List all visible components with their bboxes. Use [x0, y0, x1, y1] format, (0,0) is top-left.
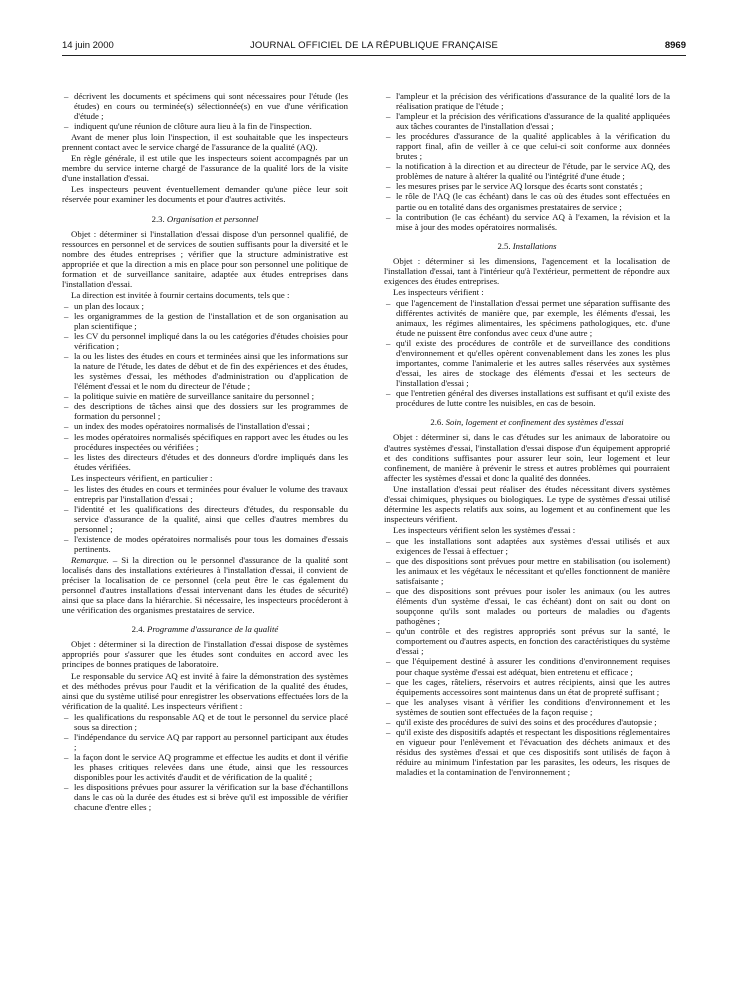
list-item: – la ou les listes des études en cours et terminées ainsi que les informations sur la nature de l'étude, les dates de début et de fin des expériences et des études, les systèmes d'essai, les méthodes d'administration ou d'application de l'élément d'essai et le nom du directeur de l'étude ; [62, 351, 348, 391]
paragraph: En règle générale, il est utile que les inspecteurs soient accompagnés par un membre du service interne chargé de l'assurance de la qualité lors de la visite d'une installation d'essai. [62, 153, 348, 184]
bullet-list [384, 91, 670, 232]
list-item: – qu'il existe des procédures de suivi des soins et des procédures d'autopsie ; [384, 717, 670, 727]
section-number: 2.3. [151, 213, 165, 224]
list-item: – que l'équipement destiné à assurer les conditions d'environnement requises pour chaque système d'essai est adéquat, bien entretenu et efficace ; [384, 656, 670, 676]
list-item: – les mesures prises par le service AQ lorsque des écarts sont constatés ; [384, 181, 670, 191]
paragraph: Objet : déterminer si l'installation d'essai dispose d'un personnel qualifié, de ressources en personnel et de services de soutien suffisants pour la diversité et le nombre des études entreprises ; vérifier que la structure administrative est appropriée et que la direction a mis en place pour son personnel une politique de formation et de surveillance sanitaire, adaptée aux études entreprises dans l'installation d'essai. [62, 228, 348, 289]
list-item: – indiquent qu'une réunion de clôture aura lieu à la fin de l'inspection. [62, 121, 348, 131]
section-title: Installations [512, 240, 557, 251]
paragraph: Une installation d'essai peut réaliser des études nécessitant divers systèmes d'essai chimiques, physiques ou biologiques. Le type de systèmes d'essai utilisé détermine les aspects relatifs aux soins, au logement et au confinement que les inspecteurs vérifient. [384, 483, 670, 524]
list-item: – les listes des directeurs d'études et des donneurs d'ordre impliqués dans les études vérifiées. [62, 452, 348, 472]
section-number: 2.4. [131, 624, 145, 635]
page-header [62, 40, 686, 54]
bullet-list [384, 298, 670, 409]
list-item: – qu'il existe des procédures de contrôle et de surveillance des conditions d'environnement et qu'elles opèrent convenablement dans les zones les plus importantes, comme l'animalerie et les autres salles réservées aux systèmes d'essai, les aires de stockage des éléments d'essai et les secteurs de l'installation d'essai ; [384, 338, 670, 388]
paragraph: Les inspecteurs vérifient : [393, 286, 484, 297]
paragraph: Objet : déterminer si la direction de l'installation d'essai dispose de systèmes appropriés pour s'assurer que les études sont conduites en accord avec les principes de bonnes pratiques de laboratoire. [62, 639, 348, 670]
paragraph: La direction est invitée à fournir certains documents, tels que : [71, 289, 290, 300]
list-item: – que les analyses visant à vérifier les conditions d'environnement et les systèmes de soutien sont effectuées de la façon requise ; [384, 697, 670, 717]
list-item: – un index des modes opératoires normalisés de l'installation d'essai ; [62, 421, 348, 431]
list-item: – que les cages, râteliers, réservoirs et autres récipients, ainsi que les autres équipements accessoires sont maintenus dans un état de propreté suffisant ; [384, 677, 670, 697]
header-rule [62, 55, 686, 56]
list-item: – la façon dont le service AQ programme et effectue les audits et dont il vérifie les phases critiques relevées dans une étude, ainsi que les ressources disponibles pour les activités d'audit et de vérification de la qualité ; [62, 752, 348, 782]
list-item: – la notification à la direction et au directeur de l'étude, par le service AQ, des problèmes de nature à altérer la qualité ou l'intégrité d'une étude ; [384, 161, 670, 181]
list-item: – les dispositions prévues pour assurer la vérification sur la base d'échantillons dans le cas où la durée des études est si brève qu'il est impossible de vérifier chacune d'entre elles ; [62, 782, 348, 812]
bullet-list [384, 536, 670, 777]
bullet-list [62, 484, 348, 554]
list-item: – des descriptions de tâches ainsi que des dossiers sur les programmes de formation du personnel ; [62, 401, 348, 421]
section-title: Programme d'assurance de la qualité [146, 624, 279, 635]
list-item: – l'ampleur et la précision des vérifications d'assurance de la qualité lors de la réalisation pratique de l'étude ; [384, 91, 670, 111]
section-number: 2.5. [497, 240, 511, 251]
list-item: – le rôle de l'AQ (le cas échéant) dans le cas où des études sont effectuées en partie ou en totalité dans des organismes prestataires de service ; [384, 191, 670, 211]
section-heading [384, 417, 670, 427]
section-title: Soin, logement et confinement des systèmes d'essai [445, 417, 624, 428]
list-item: – l'ampleur et la précision des vérifications d'assurance de la qualité appliquées aux tâches courantes de l'installation d'essai ; [384, 111, 670, 131]
list-item: – les CV du personnel impliqué dans la ou les catégories d'études choisies pour vérification ; [62, 331, 348, 351]
list-item: – les procédures d'assurance de la qualité applicables à la vérification du rapport final, afin de veiller à ce que celui-ci soit conforme aux données brutes ; [384, 131, 670, 161]
paragraph: Le responsable du service AQ est invité à faire la démonstration des systèmes et des méthodes prévus pour l'audit et la vérification de la qualité des études, ainsi que du système utilisé pour enregistrer les observations effectuées lors de la vérification de la qualité. Les inspecteurs vérifient : [62, 670, 348, 711]
list-item: – que l'agencement de l'installation d'essai permet une séparation suffisante des différentes activités de manière que, par exemple, les éléments d'essai, les animaux, les régimes alimentaires, les spécimens pathologiques, etc. d'une étude ne puissent être confondus avec ceux d'une autre ; [384, 298, 670, 338]
list-item: – l'identité et les qualifications des directeurs d'études, du responsable du service d'assurance de la qualité, ainsi que celles d'autres membres du personnel ; [62, 504, 348, 534]
section-number: 2.6. [430, 417, 444, 428]
list-item: – que les installations sont adaptées aux systèmes d'essai utilisés et aux exigences de l'essai à effectuer ; [384, 536, 670, 556]
bullet-list [62, 91, 348, 131]
section-heading [62, 214, 348, 224]
left-column [62, 91, 348, 813]
bullet-list [62, 712, 348, 812]
page-number: 8969 [664, 40, 686, 51]
right-column [384, 91, 670, 778]
header-date: 14 juin 2000 [62, 40, 114, 51]
list-item: – l'indépendance du service AQ par rapport au personnel participant aux études ; [62, 732, 348, 752]
bullet-list [62, 301, 348, 472]
list-item: – la contribution (le cas échéant) du service AQ à l'examen, la révision et la mise à jour des modes opératoires normalisés. [384, 212, 670, 232]
list-item: – les modes opératoires normalisés spécifiques en rapport avec les études ou les procédures inspectées ou vérifiées ; [62, 432, 348, 452]
list-item: – la politique suivie en matière de surveillance sanitaire du personnel ; [62, 391, 348, 401]
paragraph: Objet : déterminer si les dimensions, l'agencement et la localisation de l'installation d'essai, tant à l'intérieur qu'à l'extérieur, permettent de répondre aux exigences des études entreprises. [384, 255, 670, 286]
list-item: – un plan des locaux ; [62, 301, 348, 311]
remark-paragraph [62, 555, 348, 615]
list-item: – que l'entretien général des diverses installations est suffisant et qu'il existe des procédures de lutte contre les nuisibles, en cas de besoin. [384, 388, 670, 408]
paragraph: Les inspecteurs vérifient selon les systèmes d'essai : [393, 524, 576, 535]
section-heading [62, 624, 348, 634]
paragraph: Les inspecteurs vérifient, en particulier : [71, 472, 213, 483]
list-item: – qu'il existe des dispositifs adaptés et respectant les dispositions réglementaires en vigueur pour l'enlèvement et l'évacuation des déchets animaux et des résidus des systèmes d'essai et que ces dispositifs sont utilisés de façon à réduire au minimum l'infestation par les parasites, les odeurs, les risques de maladies et la contamination de l'environnement ; [384, 727, 670, 777]
section-heading [384, 241, 670, 251]
list-item: – les organigrammes de la gestion de l'installation et de son organisation au plan scientifique ; [62, 311, 348, 331]
section-title: Organisation et personnel [166, 213, 259, 224]
list-item: – les qualifications du responsable AQ et de tout le personnel du service placé sous sa direction ; [62, 712, 348, 732]
remark-label: Remarque. [71, 555, 109, 566]
remark-text: – Si la direction ou le personnel d'assurance de la qualité sont localisés dans des installations extérieures à l'installation d'essai, il convient de préciser la localisation de ce personnel (cela peut être le cas également du personnel d'autres installations d'essai intervenant dans les études de sécurité) ainsi que sa place dans la hiérarchie. Si nécessaire, les inspecteurs procéderont à une vérification des organismes prestataires de service. [62, 555, 348, 616]
paragraph: Les inspecteurs peuvent éventuellement demander qu'une pièce leur soit réservée pour examiner les documents et pour d'autres activités. [62, 184, 348, 205]
list-item: – que des dispositions sont prévues pour mettre en stabilisation (ou isolement) les animaux et les végétaux le nécessitant et qu'elles fonctionnent de manière satisfaisante ; [384, 556, 670, 586]
journal-title: JOURNAL OFFICIEL DE LA RÉPUBLIQUE FRANÇAISE [249, 40, 499, 51]
list-item: – décrivent les documents et spécimens qui sont nécessaires pour l'étude (les études) en cours ou terminée(s) sélectionnée(s) en vue d'une vérification d'étude ; [62, 91, 348, 121]
list-item: – l'existence de modes opératoires normalisés pour tous les domaines d'essais pertinents. [62, 534, 348, 554]
list-item: – les listes des études en cours et terminées pour évaluer le volume des travaux entrepris par l'installation d'essai ; [62, 484, 348, 504]
list-item: – que des dispositions sont prévues pour isoler les animaux (ou les autres éléments d'un système d'essai, le cas échéant) dont on sait ou dont on soupçonne qu'ils sont malades ou porteurs de maladies ou d'agents pathogènes ; [384, 586, 670, 626]
list-item: – qu'un contrôle et des registres appropriés sont prévus sur la santé, le comportement ou d'autres aspects, en fonction des caractéristiques du système d'essai ; [384, 626, 670, 656]
paragraph: Objet : déterminer si, dans le cas d'études sur les animaux de laboratoire ou d'autres systèmes d'essai, l'installation d'essai dispose d'un équipement approprié et des conditions suffisantes pour assurer leur soin, leur logement et leur confinement, de manière à prévenir le stress et autres problèmes qui pourraient affecter les systèmes d'essai et donc la qualité des données. [384, 432, 670, 483]
paragraph: Avant de mener plus loin l'inspection, il est souhaitable que les inspecteurs prennent contact avec le service chargé de l'assurance de la qualité (AQ). [62, 132, 348, 153]
